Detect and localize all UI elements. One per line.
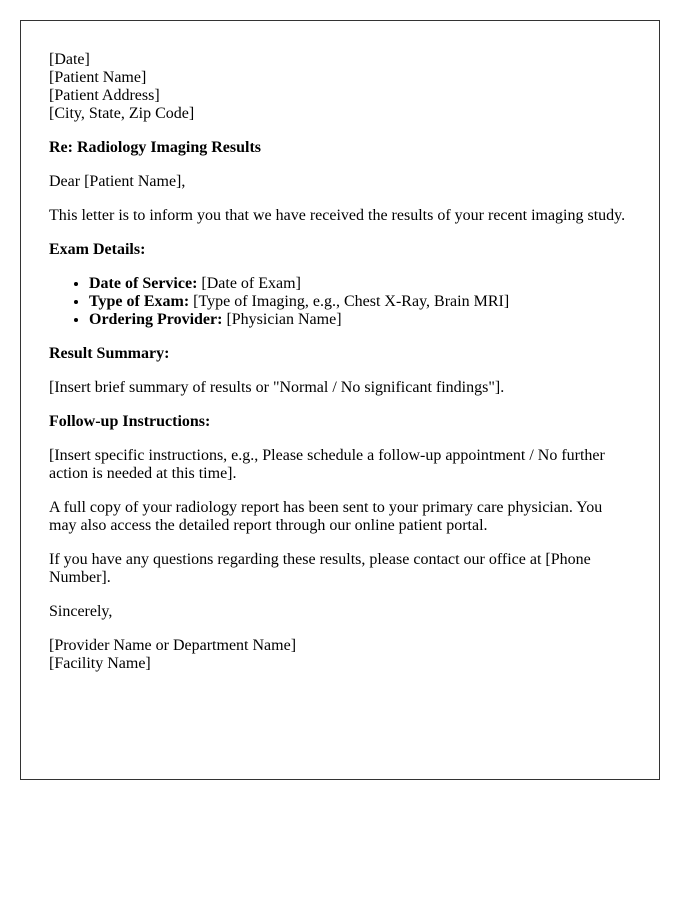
exam-details-heading: Exam Details: [49, 241, 146, 258]
followup-text: [Insert specific instructions, e.g., Please schedule a follow-up appointment / No further action is needed at this time]. [49, 447, 605, 482]
exam-type-value: [Type of Imaging, e.g., Chest X-Ray, Brain MRI] [189, 293, 510, 310]
subject-line: Re: Radiology Imaging Results [49, 139, 262, 156]
letter-date: [Date] [49, 51, 90, 68]
facility-name: [Facility Name] [49, 655, 151, 672]
ordering-provider-value: [Physician Name] [222, 311, 342, 328]
list-item [89, 275, 631, 293]
list-item [89, 293, 631, 311]
signature-block [49, 637, 631, 673]
report-copy-paragraph: A full copy of your radiology report has been sent to your primary care physician. You may also access the detailed report through our online patient portal. [49, 499, 603, 534]
followup-heading: Follow-up Instructions: [49, 413, 211, 430]
exam-details-list [49, 275, 631, 329]
letter-document [20, 20, 660, 780]
recipient-address-block [49, 51, 631, 123]
ordering-provider-label: Ordering Provider: [89, 311, 223, 328]
exam-type-label: Type of Exam: [89, 293, 190, 310]
salutation: Dear [Patient Name], [49, 173, 186, 190]
provider-name: [Provider Name or Department Name] [49, 637, 297, 654]
city-state-zip: [City, State, Zip Code] [49, 105, 195, 122]
list-item [89, 311, 631, 329]
exam-date-label: Date of Service: [89, 275, 198, 292]
result-summary-text: [Insert brief summary of results or "Normal / No significant findings"]. [49, 379, 505, 396]
closing: Sincerely, [49, 603, 113, 620]
intro-paragraph: This letter is to inform you that we have received the results of your recent imaging study. [49, 207, 626, 224]
patient-name: [Patient Name] [49, 69, 147, 86]
exam-date-value: [Date of Exam] [197, 275, 301, 292]
contact-paragraph: If you have any questions regarding these results, please contact our office at [Phone Number]. [49, 551, 591, 586]
result-summary-heading: Result Summary: [49, 345, 170, 362]
patient-address: [Patient Address] [49, 87, 160, 104]
